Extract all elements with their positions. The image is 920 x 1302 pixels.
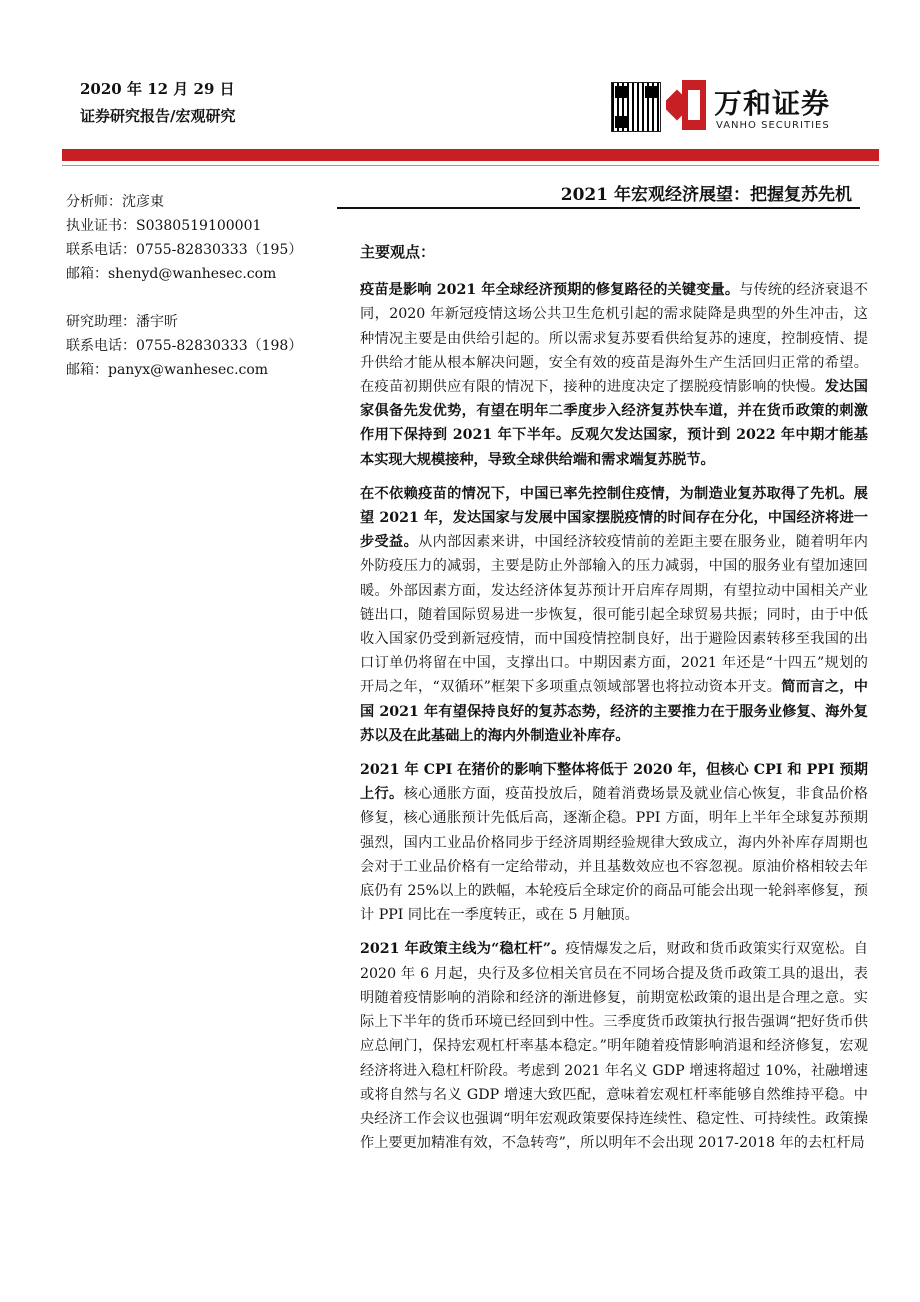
body-paragraph <box>360 758 868 927</box>
section-heading: 主要观点： <box>360 243 436 261</box>
assistant-name: 研究助理：潘宇昕 <box>66 314 178 330</box>
qr-code-icon <box>611 82 661 132</box>
analyst-email[interactable]: 邮箱：shenyd@wanhesec.com <box>66 266 277 282</box>
body-text: 核心通胀方面，疫苗投放后，随着消费场景及就业信心恢复，非食品价格修复，核心通胀预计先低后高，逐渐企稳。PPI 方面，明年上半年全球复苏预期强烈，国内工业品价格同步于经济周期经验规律大致成立，海内外补库存周期也会对于工业品价格有一定给带动，并且基数效应也不容忽视。原油价格相较去年底仍有 25%以上的跌幅，本轮疫后全球定价的商品可能会出现一轮斜率修复，预计 PPI 同比在一季度转正，或在 5 月触顶。 <box>360 786 868 924</box>
key-point-text: 疫苗是影响 2021 年全球经济预期的修复路径的关键变量。 <box>360 282 740 299</box>
body-paragraph <box>360 937 868 1155</box>
assistant-phone: 联系电话：0755-82830333（198） <box>66 338 303 354</box>
header-red-bar <box>62 149 879 161</box>
brand-name: 万和证券 <box>714 87 831 120</box>
analyst-license: 执业证书：S0380519100001 <box>66 218 262 234</box>
key-point-text: 2021 年 CPI 在猪价的影响下整体将低于 2020 年，但核心 CPI 和 PPI 预期上行。 <box>360 762 868 803</box>
brand-name-en: VANHO SECURITIES <box>716 120 830 131</box>
key-point-text: 2021 年政策主线为“稳杠杆”。 <box>360 941 566 958</box>
paragraph-list <box>360 278 868 1155</box>
analyst-name: 分析师：沈彦東 <box>66 194 164 210</box>
body-paragraph <box>360 278 868 472</box>
analyst-info <box>66 190 326 382</box>
header-divider <box>62 165 879 166</box>
report-date: 2020 年 12 月 29 日 <box>80 80 235 98</box>
body-text: 与传统的经济衰退不同，2020 年新冠疫情这场公共卫生危机引起的需求陡降是典型的外生冲击，这种情况主要是由供给引起的。所以需求复苏要看供给复苏的速度，控制疫情、提升供给才能从根本解决问题，安全有效的疫苗是海外生产生活回归正常的希望。在疫苗初期供应有限的情况下，接种的进度决定了摆脱疫情影响的快慢。 <box>360 282 868 396</box>
assistant-email[interactable]: 邮箱：panyx@wanhesec.com <box>66 362 269 378</box>
report-title: 2021 年宏观经济展望：把握复苏先机 <box>560 185 852 205</box>
body-text: 疫情爆发之后，财政和货币政策实行双宽松。自 2020 年 6 月起，央行及多位相关官员在不同场合提及货币政策工具的退出，表明随着疫情影响的消除和经济的渐进修复，前期宽松政策的退出是合理之意。实际上下半年的货币环境已经回到中性。三季度货币政策执行报告强调“把好货币供应总闸门，保持宏观杠杆率基本稳定。”明年随着疫情影响消退和经济修复，宏观经济将进入稳杠杆阶段。考虑到 2021 年名义 GDP 增速将超过 10%，社融增速或将自然与名义 GDP 增速大致匹配，意味着宏观杠杆率能够自然维持平稳。中央经济工作会议也强调“明年宏观政策要保持连续性、稳定性、可持续性。政策操作上要更加精准有效，不急转弯”，所以明年不会出现 2017-2018 年的去杠杆局 <box>360 941 868 1152</box>
report-type: 证券研究报告/宏观研究 <box>80 107 236 125</box>
key-point-text: 在不依赖疫苗的情况下，中国已率先控制住疫情，为制造业复苏取得了先机。展望 2021 年，发达国家与发展中国家摆脱疫情的时间存在分化，中国经济将进一步受益。 <box>360 485 868 551</box>
key-point-text: 发达国家俱备先发优势，有望在明年二季度步入经济复苏快车道，并在货币政策的刺激作用下保持到 2021 年下半年。反观欠发达国家，预计到 2022 年中期才能基本实现大规模接种，导致全球供给端和需求端复苏脱节。 <box>360 379 868 468</box>
body-text: 从内部因素来讲，中国经济较疫情前的差距主要在服务业，随着明年内外防疫压力的减弱，主要是防止外部输入的压力减弱，中国的服务业有望加速回暖。外部因素方面，发达经济体复苏预计开启库存周期，有望拉动中国相关产业链出口，随着国际贸易进一步恢复，很可能引起全球贸易共振；同时，由于中低收入国家仍受到新冠疫情，而中国疫情控制良好，出于避险因素转移至我国的出口订单仍将留在中国，支撑出口。中期因素方面，2021 年还是“十四五”规划的开局之年，“双循环”框架下多项重点领域部署也将拉动资本开支。 <box>360 534 868 696</box>
body-paragraph <box>360 482 868 748</box>
report-body <box>360 240 868 1165</box>
brand-logo-icon <box>666 80 708 130</box>
title-underline <box>337 207 860 209</box>
analyst-phone: 联系电话：0755-82830333（195） <box>66 242 303 258</box>
key-point-text: 简而言之，中国 2021 年有望保持良好的复苏态势，经济的主要推力在于服务业修复、海外复苏以及在此基础上的海内外制造业补库存。 <box>360 679 868 744</box>
